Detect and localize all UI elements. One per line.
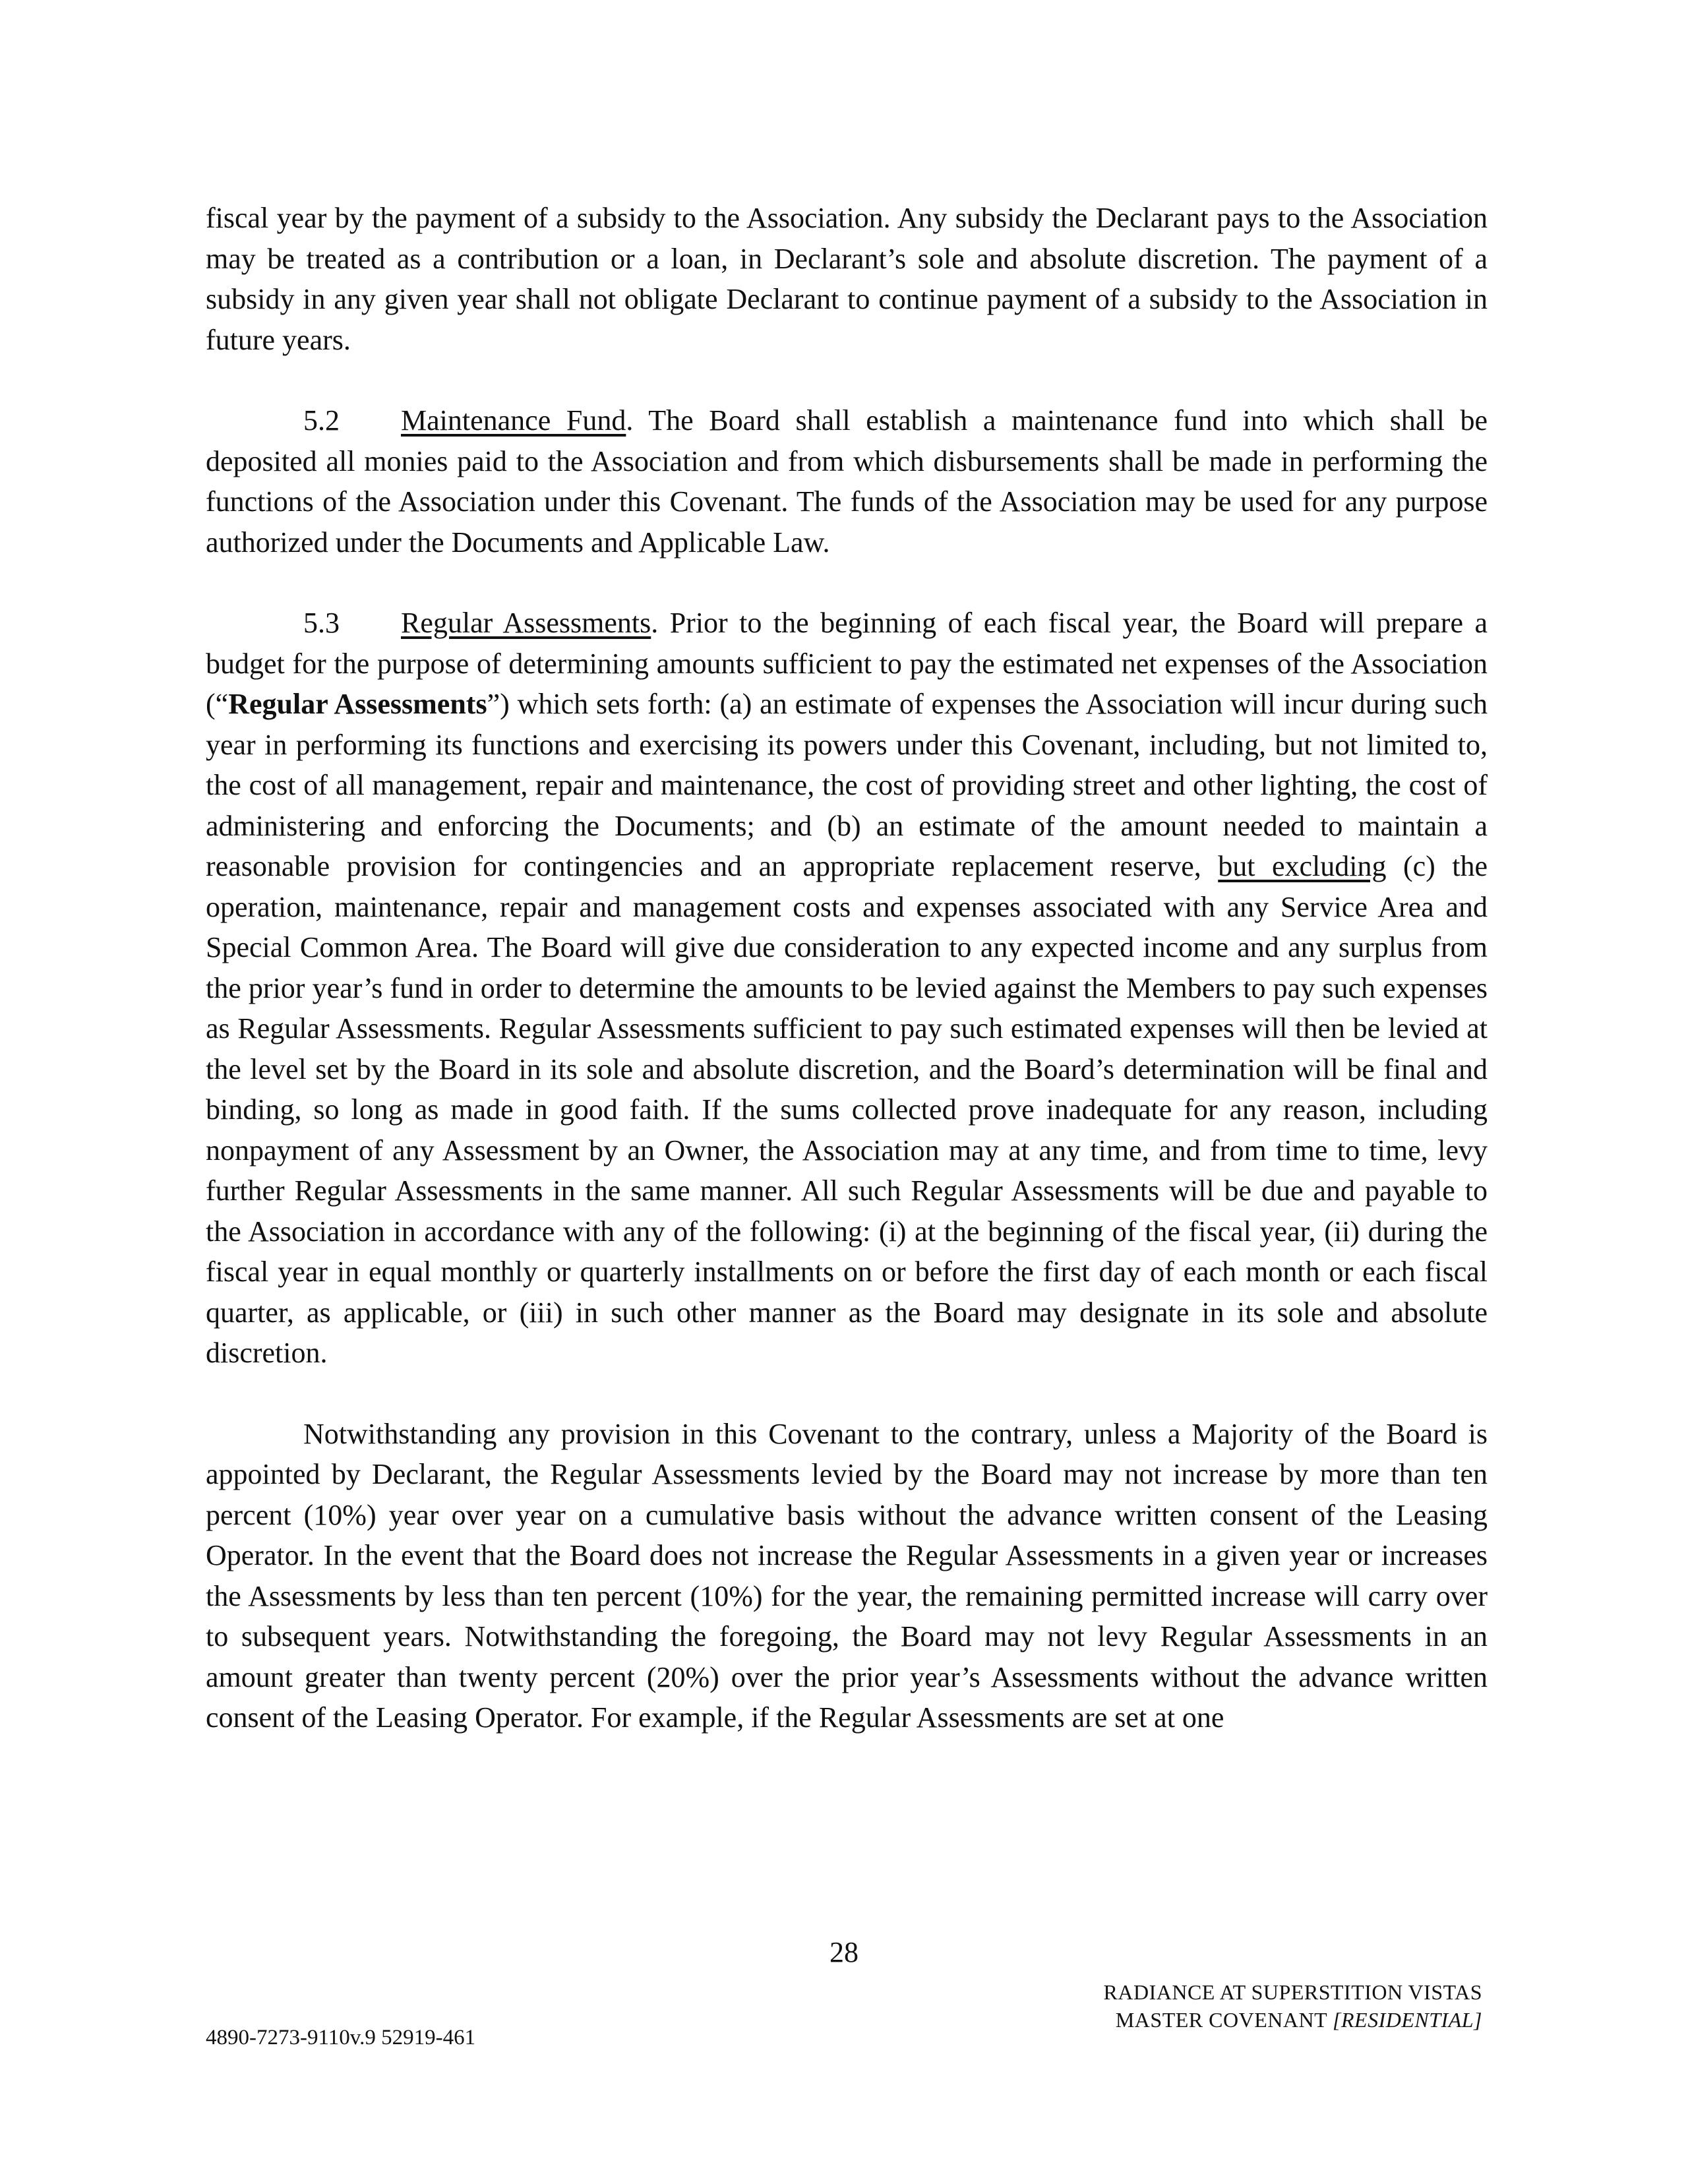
section-text: Prior to the beginning of each fiscal year, the Board will prepare a budget for the purpose of determining amounts sufficient to pay the estimated net expenses of the Association (“ xyxy=(206,607,1488,720)
footer-covenant-type: [RESIDENTIAL] xyxy=(1333,2008,1482,2032)
section-title-period: . xyxy=(626,404,634,437)
defined-term: Regular Assessments xyxy=(228,688,487,720)
section-5-2 xyxy=(206,400,1488,562)
section-title: Maintenance Fund xyxy=(401,404,626,437)
section-title-period: . xyxy=(651,607,659,639)
footer-document-title xyxy=(1104,1978,1482,2034)
section-text: (c) the operation, maintenance, repair and management costs and expenses associated with any Service Area and Special Common Area. The Board will give due consideration to any expected income and any surplus from the prior year’s fund in order to determine the amounts to be levied against the Members to pay such expenses as Regular Assessments. Regular Assessments sufficient to pay such estimated expenses will then be levied at the level set by the Board in its sole and absolute discretion, and the Board’s determination will be final and binding, so long as made in good faith. If the sums collected prove inadequate for any reason, including nonpayment of any Assessment by an Owner, the Association may at any time, and from time to time, levy further Regular Assessments in the same manner. All such Regular Assessments will be due and payable to the Association in accordance with any of the following: (i) at the beginning of the fiscal year, (ii) during the fiscal year in equal monthly or quarterly installments on or before the first day of each month or each fiscal quarter, as applicable, or (iii) in such other manner as the Board may designate in its sole and absolute discretion. xyxy=(206,850,1488,1369)
paragraph-notwithstanding: Notwithstanding any provision in this Covenant to the contrary, unless a Majority of the Board is appointed by Declarant, the Regular Assessments levied by the Board may not increase by more than ten percent (10%) year over year on a cumulative basis without the advance written consent of the Leasing Operator. In the event that the Board does not increase the Regular Assessments in a given year or increases the Assessments by less than ten percent (10%) for the year, the remaining permitted increase will carry over to subsequent years. Notwithstanding the foregoing, the Board may not levy Regular Assessments in an amount greater than twenty percent (20%) over the prior year’s Assessments without the advance written consent of the Leasing Operator. For example, if the Regular Assessments are set at one xyxy=(206,1417,1488,1734)
footer-project-line: RADIANCE AT SUPERSTITION VISTAS xyxy=(1103,1980,1482,2004)
paragraph-subsidy-continuation: fiscal year by the payment of a subsidy to the Association. Any subsidy the Declarant pays to the Association may be treated as a contribution or a loan, in Declarant’s sole and absolute discretion. The payment of a subsidy in any given year shall not obligate Declarant to continue payment of a subsidy to the Association in future years. xyxy=(206,202,1488,356)
footer-covenant-label: MASTER COVENANT xyxy=(1115,2008,1333,2032)
underlined-phrase: but excluding xyxy=(1218,850,1387,882)
page-number: 28 xyxy=(829,1936,859,1968)
section-title: Regular Assessments xyxy=(401,607,651,639)
footer-covenant-line xyxy=(1104,2006,1482,2034)
document-id: 4890-7273-9110v.9 52919-461 xyxy=(206,2026,476,2049)
section-text: The Board shall establish a maintenance fund into which shall be deposited all monies paid to the Association and from which disbursements shall be made in performing the functions of the Association under this Covenant. The funds of the Association may be used for any purpose authorized under the Documents and Applicable Law. xyxy=(206,404,1488,559)
section-number: 5.2 xyxy=(303,404,340,437)
document-body xyxy=(206,198,1488,1738)
section-text: ”) which sets forth: (a) an estimate of expenses the Association will incur during such year in performing its functions and exercising its powers under this Covenant, including, but not limited to, the cost of all management, repair and maintenance, the cost of providing street and other lighting, the cost of administering and enforcing the Documents; and (b) an estimate of the amount needed to maintain a reasonable provision for contingencies and an appropriate replacement reserve, xyxy=(206,688,1488,882)
section-number: 5.3 xyxy=(303,607,340,639)
section-5-3 xyxy=(206,603,1488,1374)
